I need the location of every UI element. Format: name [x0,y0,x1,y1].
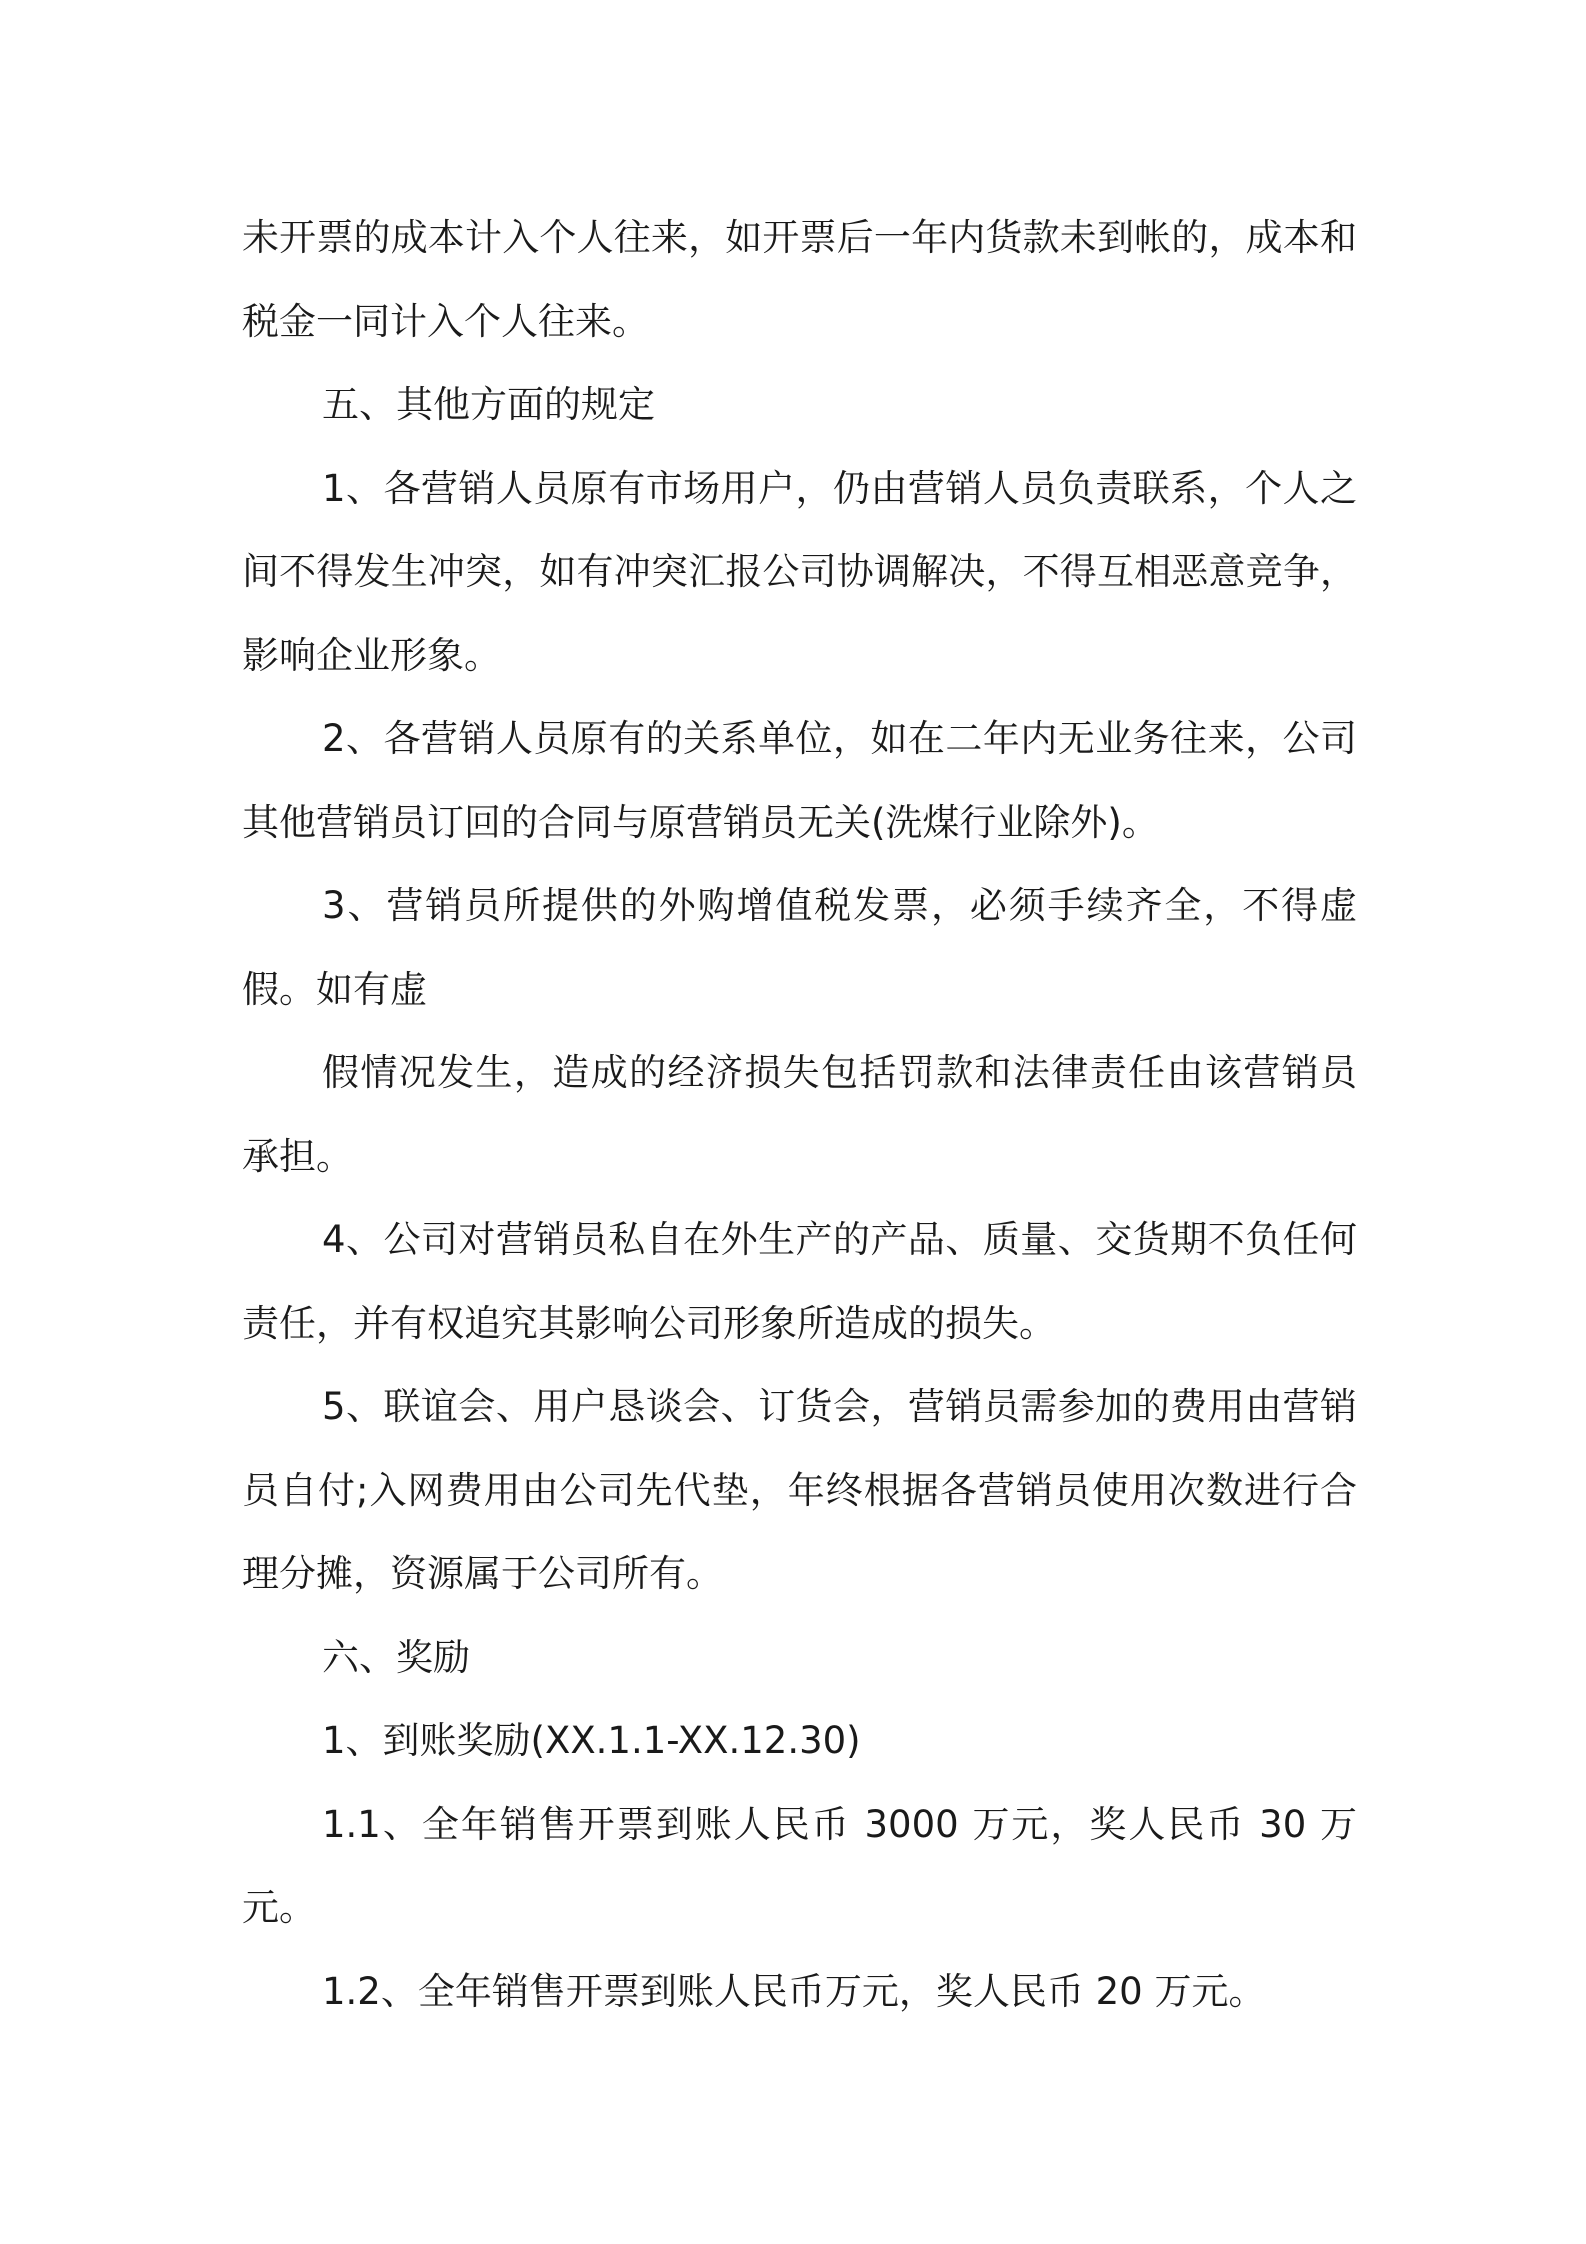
paragraph-item-5: 5、联谊会、用户恳谈会、订货会，营销员需参加的费用由营销员自付;入网费用由公司先代垫，年终根据各营销员使用次数进行合理分摊，资源属于公司所有。 [242,1385,1357,1595]
document-body [242,196,1357,2033]
paragraph-reward-1-2: 1.2、全年销售开票到账人民币万元，奖人民币 20 万元。 [322,1969,1266,2013]
paragraph-item-3: 3、营销员所提供的外购增值税发票，必须手续齐全，不得虚假。如有虚 [242,884,1357,1011]
paragraph-item-4: 4、公司对营销员私自在外生产的产品、质量、交货期不负任何责任，并有权追究其影响公司形象所造成的损失。 [242,1218,1357,1345]
paragraph-cost-accounting: 未开票的成本计入个人往来，如开票后一年内货款未到帐的，成本和税金一同计入个人往来。 [242,216,1357,343]
section-heading-other-provisions: 五、其他方面的规定 [322,383,655,426]
paragraph-item-1: 1、各营销人员原有市场用户，仍由营销人员负责联系，个人之间不得发生冲突，如有冲突汇报公司协调解决，不得互相恶意竞争，影响企业形象。 [242,466,1357,677]
paragraph-reward-1-1: 1.1、全年销售开票到账人民币 3000 万元，奖人民币 30 万元。 [242,1802,1357,1929]
paragraph-item-3-continued: 假情况发生，造成的经济损失包括罚款和法律责任由该营销员承担。 [242,1051,1357,1178]
paragraph-item-2: 2、各营销人员原有的关系单位，如在二年内无业务往来，公司其他营销员订回的合同与原营销员无关(洗煤行业除外)。 [242,717,1357,844]
paragraph-reward-1: 1、到账奖励(XX.1.1-XX.12.30) [322,1719,861,1762]
section-heading-rewards: 六、奖励 [322,1635,470,1679]
